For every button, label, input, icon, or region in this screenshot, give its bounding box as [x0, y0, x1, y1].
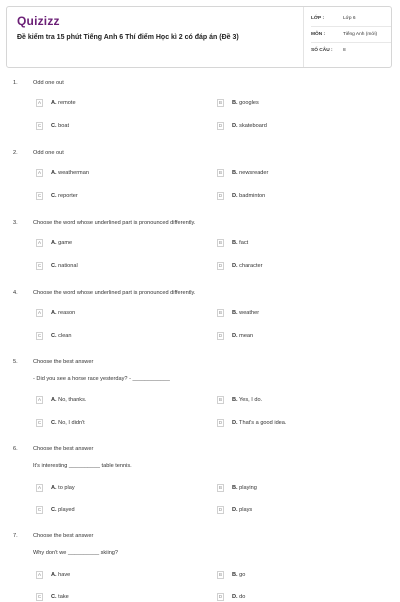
question-prompt: - Did you see a horse race yesterday? - ____________ — [33, 376, 170, 382]
question-text: Choose the best answer — [33, 446, 94, 452]
quizizz-logo: Quizizz — [17, 14, 60, 28]
worksheet-header: Quizizz Đề kiểm tra 15 phút Tiếng Anh 6 Thí điểm Học kì 2 có đáp án (Đề 3) LỚP : Lớp 6 MÔN : Tiếng Anh (mới) SỐ CÂU : 8 — [6, 6, 392, 68]
question-text: Choose the best answer — [33, 533, 94, 539]
meta-line — [311, 42, 391, 43]
worksheet-title: Đề kiểm tra 15 phút Tiếng Anh 6 Thí điểm Học kì 2 có đáp án (Đề 3) — [17, 34, 239, 41]
question-text: Choose the word whose underlined part is pronounced differently. — [33, 220, 196, 226]
question-prompt: Why don't we __________ skiing? — [33, 550, 119, 556]
question-text: Odd one out — [33, 80, 64, 86]
question-prompt: It's interesting __________ table tennis. — [33, 463, 132, 469]
meta-line — [311, 26, 391, 27]
question-text: Odd one out — [33, 150, 64, 156]
question-text: Choose the best answer — [33, 359, 94, 365]
question-text: Choose the word whose underlined part is pronounced differently. — [33, 290, 196, 296]
header-divider — [303, 7, 304, 67]
